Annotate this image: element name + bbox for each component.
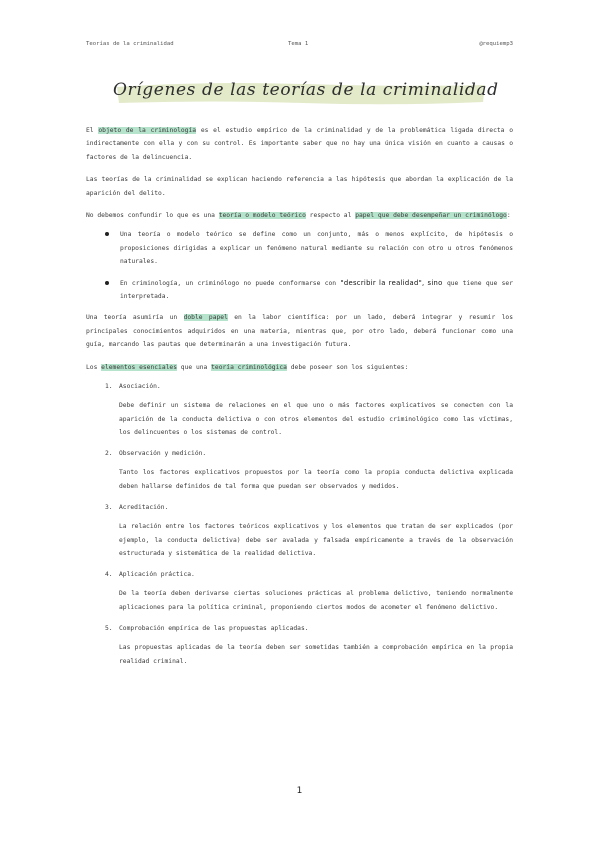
- highlight-objeto: objeto de la criminología: [98, 127, 197, 134]
- list-item-heading: [86, 622, 513, 635]
- list-number: 5.: [105, 625, 113, 633]
- list-item-body: Tanto los factores explicativos propuestos por la teoría como la propia conducta delictiva explicada deben hallarse definidos de tal forma que puedan ser observados y medidos.: [119, 469, 513, 490]
- text: en la labor científica: por un lado, deberá integrar y resumir los principales conocimientos adquiridos en una materia, mientras que, por otro lado, deberá funcionar como una guía, marcando las pautas que determinarán a una investigación futura.: [86, 314, 513, 349]
- list-number: 4.: [105, 571, 113, 579]
- bullet-text: Una teoría o modelo teórico se define como un conjunto, más o menos explícito, de hipótesis o proposiciones dirigidas a explicar un fenómeno natural mediante su relación con otro u otros fenómenos naturales.: [120, 231, 513, 266]
- header-course: Teorías de la criminalidad: [86, 41, 174, 47]
- list-item-body: Debe definir un sistema de relaciones en el que uno o más factores explicativos se conecten con la aparición de la conducta delictiva o con otros elementos del estudio criminológico como las víctimas, los delincuentes o los sistemas de control.: [119, 402, 513, 436]
- header-topic: Tema 1: [288, 41, 309, 47]
- paragraph-theories: Las teorías de la criminalidad se explican haciendo referencia a las hipótesis que abordan la explicación de la aparición del delito.: [86, 176, 513, 197]
- list-item: [86, 568, 513, 614]
- bullet-text: En criminología, un criminólogo no puede conformarse con: [120, 279, 341, 287]
- highlight-doble-papel: doble papel: [183, 314, 228, 322]
- highlight-papel-criminologo: papel que debe desempeñar un criminólogo: [355, 212, 507, 220]
- text: es el estudio empírico de la criminalidad y de la problemática ligada directa o indirectamente con ella y con su control. Es importante saber que no hay una única visión en cuanto a causas o factores de la delincuencia.: [86, 127, 513, 161]
- list-item: [86, 380, 513, 439]
- list-number: 3.: [105, 504, 113, 512]
- highlight-teoria-criminologica: teoría criminológica: [211, 363, 287, 371]
- text: respecto al: [305, 212, 356, 220]
- bullet-icon: [105, 232, 109, 236]
- handwritten-annotation: "describir la realidad", sino: [340, 278, 443, 287]
- highlight-elementos-esenciales: elementos esenciales: [101, 363, 177, 371]
- list-number: 2.: [105, 450, 113, 458]
- list-item-heading: [86, 501, 513, 514]
- list-item-heading: [86, 568, 513, 581]
- highlight-teoria-modelo: teoría o modelo teórico: [218, 212, 306, 220]
- list-item-title: Acreditación.: [119, 504, 169, 512]
- list-item: [86, 447, 513, 493]
- text: No debemos confundir lo que es una: [86, 212, 219, 220]
- page-title: Orígenes de las teorías de la criminalidad: [113, 80, 499, 100]
- list-number: 1.: [105, 383, 113, 391]
- list-item-body: La relación entre los factores teóricos explicativos y los elementos que tratan de ser explicados (por ejemplo, la conducta delictiva) debe ser avalada y falsada empíricamente a través de la observación estructurada y sistemática de la realidad delictiva.: [119, 523, 513, 557]
- list-item: [86, 501, 513, 560]
- document-body: [86, 124, 513, 676]
- bullet-item: [86, 277, 513, 304]
- text: El: [86, 127, 99, 134]
- list-item: [86, 622, 513, 668]
- list-item-title: Comprobación empírica de las propuestas aplicadas.: [119, 625, 309, 633]
- bullet-list: [86, 228, 513, 303]
- bullet-icon: [105, 281, 109, 285]
- paragraph-object: [86, 124, 513, 164]
- title-banner: [113, 78, 499, 108]
- text: :: [506, 212, 511, 220]
- paragraph-essential-elements: [86, 361, 513, 374]
- paragraph-distinction: [86, 209, 513, 222]
- page-header: [86, 41, 513, 51]
- bullet-text: que tiene que ser interpretada.: [120, 279, 514, 301]
- text: debe poseer son los siguientes:: [286, 363, 409, 371]
- list-item-body: De la teoría deben derivarse ciertas soluciones prácticas al problema delictivo, teniendo normalmente aplicaciones para la política criminal, proponiendo ciertos modos de acometer el fenómeno delictivo.: [119, 590, 513, 611]
- page-number: 1: [296, 786, 303, 796]
- list-item-title: Observación y medición.: [119, 450, 207, 458]
- numbered-list: [86, 380, 513, 668]
- list-item-title: Aplicación práctica.: [119, 571, 195, 579]
- list-item-heading: [86, 447, 513, 460]
- header-author: @requiemp3: [479, 41, 513, 47]
- text: Una teoría asumiría un: [86, 314, 184, 322]
- bullet-item: [86, 228, 513, 268]
- text: que una: [177, 363, 212, 371]
- text: Los: [86, 363, 102, 371]
- list-item-body: Las propuestas aplicadas de la teoría deben ser sometidas también a comprobación empírica en la propia realidad criminal.: [119, 644, 513, 665]
- paragraph-double-role: [86, 311, 513, 351]
- list-item-title: Asociación.: [119, 383, 161, 391]
- list-item-heading: [86, 380, 513, 393]
